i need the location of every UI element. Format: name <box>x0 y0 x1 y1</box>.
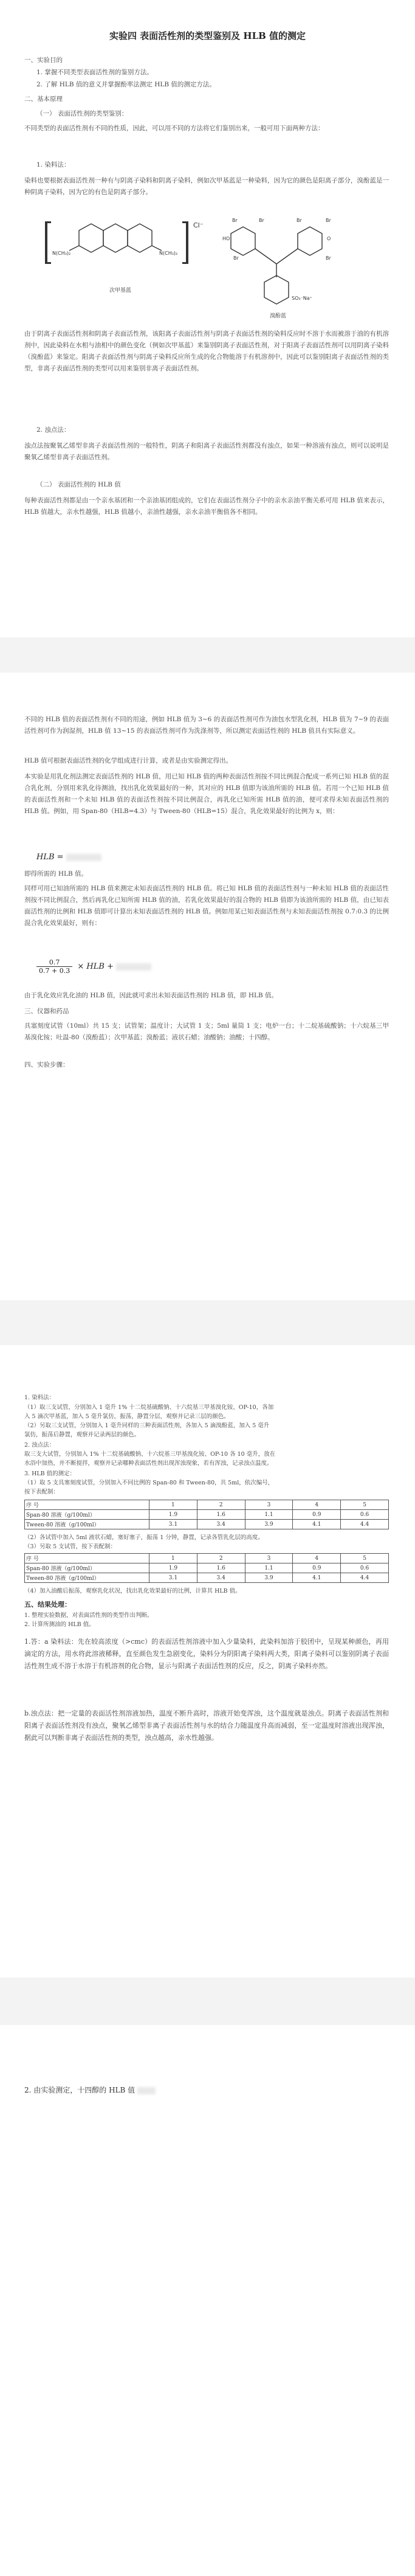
table-header-row <box>25 1554 389 1563</box>
bromine-label: Br <box>326 255 331 261</box>
table-cell: 序 号 <box>25 1554 149 1563</box>
table-cell: 1 <box>149 1554 197 1563</box>
document-page-3 <box>0 1345 415 1978</box>
table-cell: 2 <box>197 1500 245 1510</box>
hlb-formula <box>36 853 101 862</box>
answer-line <box>24 2086 156 2094</box>
document-page-2 <box>0 673 415 1300</box>
table-cell: 1.9 <box>149 1563 197 1573</box>
text-line: （4）加入油酸后振荡，观察乳化状况，找出乳化效果最好的比例，计算其 HLB 值。 <box>24 1588 241 1594</box>
subsection-heading: （二） 表面活性剂的 HLB 值 <box>36 481 121 488</box>
table-cell: 0.6 <box>341 1510 389 1520</box>
text-line: 1. 整理实验数据，对表面活性剂的类型作出判断。 <box>24 1612 153 1619</box>
bromine-label: Br <box>297 218 302 223</box>
bromophenol-blue-label: 溴酚蓝 <box>270 313 287 319</box>
table-cell: 序 号 <box>25 1500 149 1510</box>
paragraph: 即得所需的 HLB 值。 <box>24 870 88 878</box>
table-cell: 3 <box>245 1554 293 1563</box>
table-cell: 3.4 <box>197 1573 245 1583</box>
table-row <box>25 1573 389 1583</box>
subsection-heading: （一） 表面活性剂的类型鉴别： <box>36 110 128 117</box>
table-cell: 0.6 <box>341 1563 389 1573</box>
paragraph: 不同类型的表面活性剂有不同的性质，因此，可以用不同的方法将它们鉴别出来，一般可用下面两种方法： <box>24 125 324 132</box>
paragraph: 同样可用已知油所需的 HLB 值来测定未知表面活性剂的 HLB 值。将已知 HLB 值的表面活性剂与一种未知 HLB 值的表面活性剂按不同比例混合，然后再乳化已知所需 HLB 值的油，若乳化效果最好的混合物的 HLB 值即为该油所需的 HLB 值，由已知表面活性剂的比例和 HLB 值即可计算出未知表面活性剂的 HLB 值。例如用某已知表面活性剂与未知表面活性剂按 0.7:0.3 的比例混合乳化效果最好，则有： <box>24 885 389 927</box>
table-cell: Span-80 溶液（g/100ml） <box>25 1510 149 1520</box>
subsection-heading: 2. 浊点法： <box>36 426 70 434</box>
text-line: 2. 计算所测油的 HLB 值。 <box>24 1621 95 1628</box>
table-row <box>25 1520 389 1529</box>
methylene-blue-label: 次甲基蓝 <box>109 288 132 294</box>
oxygen-label: O <box>327 236 331 241</box>
table-cell: 1 <box>149 1500 197 1510</box>
table-cell: 1.1 <box>245 1510 293 1520</box>
paragraph: 不同的 HLB 值的表面活性剂有不同的用途，例如 HLB 值为 3~6 的表面活性剂可作为油包水型乳化剂，HLB 值为 7~9 的表面活性剂可作为润湿剂，HLB 值 13~15 的表面活性剂可作为洗涤剂等，所以测定表面活性剂的 HLB 值具有实际意义。 <box>24 716 389 735</box>
structure-label: N(CH₃)₂ <box>159 251 178 256</box>
table-cell: 3.9 <box>245 1520 293 1529</box>
table-cell: 4 <box>293 1500 341 1510</box>
text-line: （3）另取 5 支试管，按下表配制： <box>24 1543 117 1550</box>
section-heading: 一、实验目的 <box>24 57 63 64</box>
step-heading: 3. HLB 值的测定： <box>24 1470 76 1477</box>
table-cell: Tween-80 溶液（g/100ml） <box>25 1520 149 1529</box>
step-heading: 2. 浊点法： <box>24 1442 55 1449</box>
list-item: 1. 掌握不同类型表面活性剂的鉴别方法。 <box>36 69 153 76</box>
fraction-denominator: 0.7 + 0.3 <box>39 967 70 975</box>
table-header-row <box>25 1500 389 1510</box>
answer-paragraph: b.浊点法：把一定量的表面活性剂溶液加热，温度不断升高时，溶液开始变浑浊，这个温度就是浊点。阴离子表面活性剂和阳离子表面活性剂没有浊点，聚氧乙烯型非离子表面活性剂与水的结合力随温度升高而减弱，至一定温度时溶液出现浑浊，据此可以判断非离子表面活性剂的类型，浊点越高，亲水性越强。 <box>24 1709 389 1742</box>
section-heading: 四、实验步骤： <box>24 1061 69 1068</box>
bromine-label: Br <box>232 218 238 223</box>
table-cell: 5 <box>341 1500 389 1510</box>
blurred-value <box>137 2087 156 2094</box>
list-item: 2. 了解 HLB 值的意义并掌握酚率法测定 HLB 值的测定方法。 <box>36 81 216 88</box>
table-cell: 0.9 <box>293 1563 341 1573</box>
ratio-table-1 <box>24 1500 389 1529</box>
table-row <box>25 1563 389 1573</box>
table-cell: Tween-80 溶液（g/100ml） <box>25 1573 149 1583</box>
table-cell: 0.9 <box>293 1510 341 1520</box>
table-cell: 4.4 <box>341 1573 389 1583</box>
table-cell: 1.6 <box>197 1563 245 1573</box>
paragraph: 由于乳化效应乳化油的 HLB 值，因此就可求出未知表面活性剂的 HLB 值，即 HLB 值。 <box>24 992 278 999</box>
ratio-table-2 <box>24 1553 389 1583</box>
paragraph: 本实验是用乳化剂法测定表面活性剂的 HLB 值，用已知 HLB 值的两种表面活性剂按不同比例混合配成一系列已知 HLB 值的混合乳化剂，分别用来乳化待测油，找出乳化效果最好的一种，其对应的 HLB 值即为该油所需的 HLB 值。若用一个已知 HLB 值的表面活性剂和一个未知 HLB 值的表面活性剂按不同比例混合，再乳化已知所需 HLB 值的油，便可求得未知表面活性剂的 HLB 值。例如，用 Span-80（HLB=4.3）与 Tween-80（HLB=15）混合，乳化效果最好的比例为 x，则： <box>24 773 389 815</box>
formula-prefix: HLB = <box>36 853 66 862</box>
step-heading: 1. 染料法： <box>24 1394 55 1401</box>
paragraph: 染料也要根据表面活性剂一种有与阴离子染料和阴离子染料，例如次甲基蓝是一种染料，因为它的颜色是阳离子部分，溴酚蓝是一种阴离子染料，因为它的有色是阴离子部分。 <box>24 177 389 196</box>
fraction-numerator: 0.7 <box>36 958 72 967</box>
paragraph: HLB 值可根据表面活性剂的化学组成进行计算，或者是由实验测定得出。 <box>24 757 233 764</box>
sulfonate-label: SO₃⁻Na⁺ <box>292 296 312 301</box>
paragraph: 具塞刻度试管（10ml）共 15 支；试管架；温度计；大试管 1 支；5ml 量筒 1 支；电炉一台；十二烷基硫酸钠；十六烷基三甲基溴化铵；吐温-80（溴酚蓝）；次甲基蓝；溴酚蓝；液状石蜡；油酸钠；油酸；十四醇。 <box>24 1022 389 1041</box>
text-line: （2）另取三支试管，分别加入 1 毫升同样的三种表面活性剂，各加入 5 滴溴酚蓝，加入 5 毫升 <box>24 1422 270 1429</box>
table-cell: 2 <box>197 1554 245 1563</box>
text-line: 水浴中加热，并不断搅拌，观察并记录哪种表面活性剂出现浑浊现象，若有浑浊，记录浊点温度。 <box>24 1460 273 1467</box>
answer-paragraph: 1.答：a 染料法：先在较高浓度（>cmc）的表面活性剂溶液中加入少量染料，此染料加溶于胶团中，呈现某种颜色，再用滴定的方法，用水将此溶液稀释，直至颜色发生急剧变化，染料分为阴阳离子染料两大类，阳离子染料可以鉴别阴离子表面活性剂生成不溶于水溶于有机溶剂的化合物，显示与阳离子表面活性剂的反应，反之，阴离子染料亦然。 <box>24 1638 389 1670</box>
table-cell: 4.1 <box>293 1573 341 1583</box>
table-cell: 3.4 <box>197 1520 245 1529</box>
section-heading: 二、基本原理 <box>24 95 63 103</box>
table-cell: 1.9 <box>149 1510 197 1520</box>
table-cell: 3 <box>245 1500 293 1510</box>
chloride-label: Cl⁻ <box>193 221 204 229</box>
bromine-label: Br <box>233 255 239 261</box>
bromine-label: Br <box>259 218 264 223</box>
methylene-blue-structure <box>43 215 201 282</box>
document-title: 实验四 表面活性剂的类型鉴别及 HLB 值的测定 <box>109 30 306 41</box>
section-heading: 三、仪器和药品 <box>24 1008 69 1015</box>
hydroxyl-label: HO <box>222 236 230 241</box>
text-line: （2）各试管中加入 5ml 液状石蜡，塞好塞子，振荡 1 分钟，静置，记录各管乳化层的高度。 <box>24 1534 264 1541</box>
text-line: （1）取三支试管，分别加入 1 毫升 1% 十二烷基硫酸钠、十六烷基三甲基溴化铵、OP-10，各加 <box>24 1404 274 1411</box>
formula-middle: × HLB + <box>77 962 114 971</box>
table-cell: 5 <box>341 1554 389 1563</box>
table-cell: 1.6 <box>197 1510 245 1520</box>
blurred-formula <box>66 854 101 861</box>
table-cell: 3.9 <box>245 1573 293 1583</box>
answer-text: 2. 由实验测定，十四醇的 HLB 值 <box>24 2086 135 2094</box>
text-line: （1）取 5 支具塞刻度试管，分别加入不同比例的 Span-80 和 Tween-80，共 5ml，依次编号， <box>24 1480 274 1486</box>
paragraph: 每种表面活性剂都是由一个亲水基团和一个亲油基团组成的，它们在表面活性剂分子中的亲水亲油平衡关系可用 HLB 值来表示，HLB 值越大，亲水性越强，HLB 值越小，亲油性越强，亲水亲油平衡值各不相同。 <box>24 497 389 516</box>
table-cell: 1.1 <box>245 1563 293 1573</box>
document-page-1 <box>0 0 415 637</box>
subsection-heading: 1. 染料法： <box>36 161 70 168</box>
table-cell: Span-80 溶液（g/100ml） <box>25 1563 149 1573</box>
table-cell: 3.1 <box>149 1573 197 1583</box>
fraction <box>36 958 72 975</box>
structure-label: N(CH₃)₂ <box>52 251 71 256</box>
fraction-formula <box>36 958 151 975</box>
table-cell: 4 <box>293 1554 341 1563</box>
table-cell: 3.1 <box>149 1520 197 1529</box>
table-cell: 4.4 <box>341 1520 389 1529</box>
text-line: 按下表配制： <box>24 1489 60 1495</box>
text-line: 取三支大试管，分别加入 1% 十二烷基硫酸钠、十六烷基三甲基溴化铵、OP-10 各 10 毫升，放在 <box>24 1451 276 1458</box>
text-line: 氯仿，振荡后静置，观察并记录两层的颜色。 <box>24 1432 140 1438</box>
text-line: 入 5 滴次甲基蓝，加入 5 毫升氯仿，振荡，静置分层，观察并记录三层的颜色。 <box>24 1413 230 1420</box>
table-row <box>25 1510 389 1520</box>
paragraph: 由于阴离子表面活性剂和阴离子表面活性剂，该阳离子表面活性剂与阴离子表面活性剂的染料反应时不溶于水而被溶于油的有机溶剂中，因此染料在水相与油相中的颜色变化（例如次甲基蓝）来鉴别阴离子表面活性剂，对于阳离子表面活性剂可以用阴离子染料（溴酚蓝）来鉴定。阳离子表面活性剂与阴离子染料反应所生成的化合物能溶于有机溶剂中，因此可以鉴别阳离子表面活性剂的类型，非离子表面活性剂的类型可以用来鉴别非离子表面活性剂。 <box>24 330 389 372</box>
paragraph: 浊点法按聚氧乙烯型非离子表面活性剂的一般特性，阴离子和阳离子表面活性剂都没有浊点，如果一种溶液有浊点，则可以说明是聚氧乙烯型非离子表面活性剂。 <box>24 442 389 461</box>
bromine-label: Br <box>326 218 331 223</box>
blurred-formula <box>116 963 151 971</box>
document-page-4 <box>0 2025 415 2576</box>
section-heading: 五、结果处理： <box>24 1601 71 1608</box>
table-cell: 4.1 <box>293 1520 341 1529</box>
